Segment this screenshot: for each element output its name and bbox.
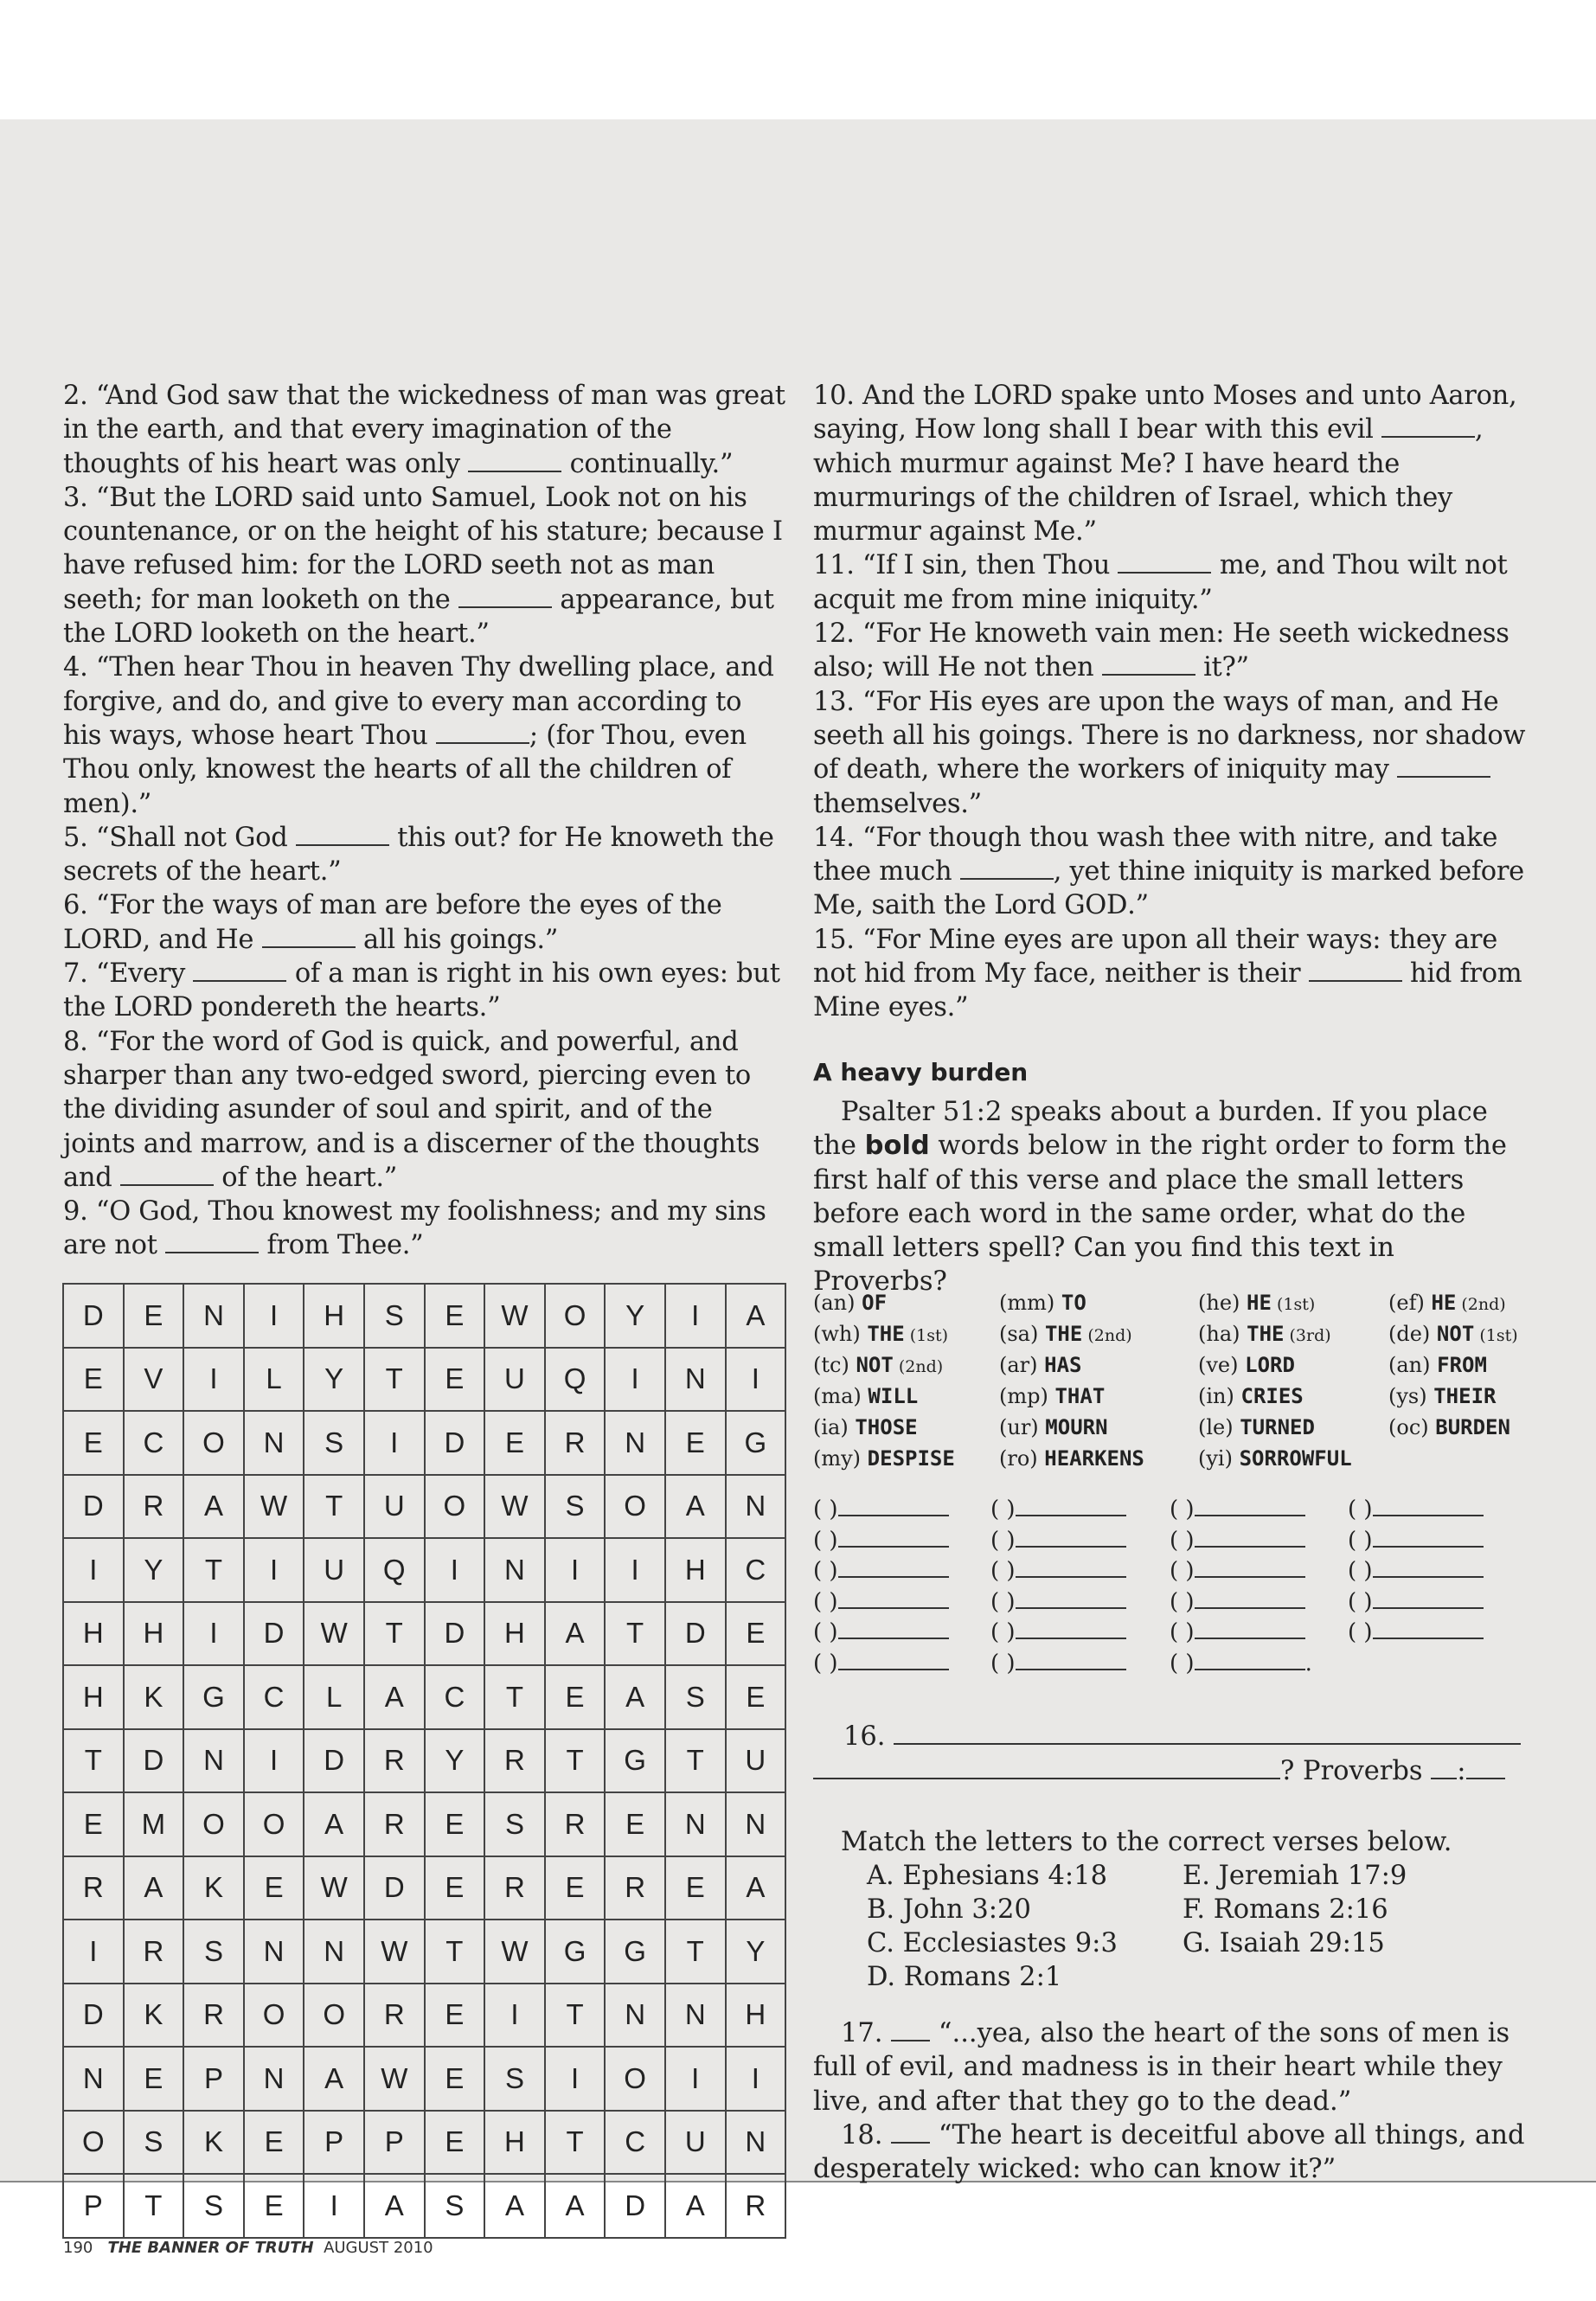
answer-blank[interactable] — [193, 958, 286, 982]
answer-blank[interactable] — [1102, 651, 1195, 676]
answer-slot[interactable]: ( ) — [990, 1556, 1126, 1587]
grid-cell[interactable]: S — [304, 1411, 364, 1475]
grid-cell[interactable]: O — [605, 1475, 665, 1539]
grid-cell[interactable]: D — [425, 1602, 485, 1666]
grid-cell[interactable]: S — [124, 2111, 184, 2175]
grid-cell[interactable]: R — [726, 2174, 786, 2238]
grid-cell[interactable]: T — [484, 1665, 545, 1729]
answer-slot[interactable]: ( ) — [1170, 1587, 1305, 1618]
grid-cell[interactable]: O — [244, 1792, 304, 1856]
grid-cell[interactable]: E — [425, 2111, 485, 2175]
grid-cell[interactable]: S — [183, 2174, 244, 2238]
grid-cell[interactable]: T — [124, 2174, 184, 2238]
grid-cell[interactable]: I — [304, 2174, 364, 2238]
word-entry: (ef) HE (2nd) — [1388, 1291, 1506, 1315]
grid-cell[interactable]: T — [63, 1729, 124, 1793]
word-entry: (ma) WILL — [813, 1384, 919, 1408]
grid-cell[interactable]: A — [545, 1602, 606, 1666]
answer-slot[interactable]: ( ) — [813, 1556, 949, 1587]
grid-cell[interactable]: H — [63, 1665, 124, 1729]
grid-cell[interactable]: Q — [364, 1538, 425, 1602]
grid-row — [63, 1602, 785, 1666]
grid-cell[interactable]: S — [545, 1475, 606, 1539]
grid-cell[interactable]: W — [364, 1920, 425, 1984]
grid-cell[interactable]: I — [244, 1729, 304, 1793]
grid-row — [63, 2047, 785, 2111]
burden-intro: Psalter 51:2 speaks about a burden. If you place the bold words below in the right order to form the first half of this verse and place the small letters before each word in the same order, what do the small letters spell? Can you find this text in Proverbs? — [813, 1097, 1507, 1298]
verse-5: 5. “Shall not God this out? for He knoweth the secrets of the heart.” — [63, 822, 774, 888]
answer-blank[interactable] — [165, 1229, 259, 1253]
grid-cell[interactable]: P — [183, 2047, 244, 2111]
grid-cell[interactable]: T — [605, 1602, 665, 1666]
answer-blank[interactable] — [1309, 958, 1402, 982]
grid-cell[interactable]: I — [605, 1348, 665, 1412]
grid-cell[interactable]: R — [545, 1411, 606, 1475]
word-entry: (yi) SORROWFUL — [1198, 1446, 1352, 1471]
grid-cell[interactable]: N — [63, 2047, 124, 2111]
grid-cell[interactable]: R — [545, 1792, 606, 1856]
answer-slot[interactable]: ( ) — [990, 1526, 1126, 1557]
question-18: 18. “The heart is deceitful above all things, and desperately wicked: who can know it?” — [813, 2119, 1525, 2185]
answer-slot[interactable]: ( ) — [990, 1649, 1126, 1680]
answer-slot[interactable]: ( ) — [1348, 1495, 1484, 1526]
grid-cell[interactable]: N — [726, 2111, 786, 2175]
question-17: 17. “...yea, also the heart of the sons of men is full of evil, and madness is in their heart while they live, and after that they go to the dead.” — [813, 2018, 1510, 2117]
answer-slot[interactable]: ( ) — [990, 1495, 1126, 1526]
grid-cell[interactable]: T — [364, 1602, 425, 1666]
grid-cell[interactable]: I — [183, 1348, 244, 1412]
grid-cell[interactable]: Y — [304, 1348, 364, 1412]
answer-slot[interactable]: ( ) . — [1170, 1650, 1312, 1676]
grid-cell[interactable]: C — [425, 1665, 485, 1729]
grid-cell[interactable]: N — [244, 1411, 304, 1475]
grid-cell[interactable]: H — [484, 2111, 545, 2175]
answer-slot[interactable]: ( ) — [1348, 1556, 1484, 1587]
grid-cell[interactable]: N — [183, 1284, 244, 1348]
verses-left-column — [63, 379, 786, 1263]
grid-cell[interactable]: G — [605, 1920, 665, 1984]
grid-cell[interactable]: N — [726, 1475, 786, 1539]
grid-cell[interactable]: R — [124, 1920, 184, 1984]
grid-cell[interactable]: A — [665, 2174, 726, 2238]
verse-15: 15. “For Mine eyes are upon all their ways: they are not hid from My face, neither is their hid from Mine eyes.” — [813, 924, 1522, 1023]
word-entry: (oc) BURDEN — [1388, 1415, 1510, 1439]
grid-cell[interactable]: I — [726, 2047, 786, 2111]
answer-blank[interactable] — [1118, 549, 1211, 574]
answer-slot[interactable]: ( ) — [813, 1587, 949, 1618]
grid-cell[interactable]: C — [124, 1411, 184, 1475]
grid-cell[interactable]: T — [304, 1475, 364, 1539]
section-heading: A heavy burden — [813, 1058, 1029, 1086]
grid-cell[interactable]: I — [364, 1411, 425, 1475]
answer-blank[interactable] — [1397, 753, 1490, 778]
answer-slot[interactable]: ( ) — [1348, 1526, 1484, 1557]
grid-cell[interactable]: T — [665, 1729, 726, 1793]
grid-cell[interactable]: N — [244, 2047, 304, 2111]
grid-row — [63, 1665, 785, 1729]
grid-cell[interactable]: R — [484, 1856, 545, 1920]
option-g: G. Isaiah 29:15 — [1183, 1928, 1385, 1958]
grid-cell[interactable]: Y — [726, 1920, 786, 1984]
word-entry: (le) TURNED — [1198, 1415, 1315, 1439]
grid-row — [63, 2111, 785, 2175]
grid-row — [63, 1920, 785, 1984]
grid-row — [63, 1984, 785, 2048]
grid-cell[interactable]: G — [183, 1665, 244, 1729]
verses-right-column — [813, 379, 1535, 1025]
grid-cell[interactable]: D — [304, 1729, 364, 1793]
grid-cell[interactable]: U — [726, 1729, 786, 1793]
grid-cell[interactable]: P — [63, 2174, 124, 2238]
page-number: 190 — [63, 2239, 93, 2257]
grid-cell[interactable]: R — [364, 1984, 425, 2048]
answer-blank[interactable] — [468, 448, 561, 472]
grid-cell[interactable]: V — [124, 1348, 184, 1412]
grid-cell[interactable]: H — [124, 1602, 184, 1666]
grid-cell[interactable]: R — [605, 1856, 665, 1920]
word-entry: (in) CRIES — [1198, 1384, 1304, 1408]
answer-slot[interactable]: ( ) — [813, 1649, 949, 1680]
grid-cell[interactable]: I — [665, 1284, 726, 1348]
grid-cell[interactable]: E — [726, 1602, 786, 1666]
answer-slot[interactable]: ( ) — [813, 1618, 949, 1649]
grid-cell[interactable]: E — [425, 2047, 485, 2111]
grid-cell[interactable]: O — [63, 2111, 124, 2175]
grid-cell[interactable]: E — [244, 2111, 304, 2175]
answer-slot[interactable]: ( ) — [813, 1526, 949, 1557]
answer-slot[interactable]: ( ) — [1170, 1526, 1305, 1557]
grid-cell[interactable]: K — [124, 1984, 184, 2048]
grid-cell[interactable]: A — [665, 1475, 726, 1539]
grid-cell[interactable]: E — [545, 1665, 606, 1729]
grid-cell[interactable]: W — [304, 1602, 364, 1666]
grid-cell[interactable]: E — [425, 1348, 485, 1412]
grid-cell[interactable]: S — [665, 1665, 726, 1729]
question-16: 16. ? Proverbs : — [843, 1720, 1521, 1789]
magazine-title: THE BANNER OF TRUTH — [107, 2239, 314, 2257]
letter-blank[interactable] — [891, 2121, 930, 2144]
grid-cell[interactable]: Y — [425, 1729, 485, 1793]
grid-cell[interactable]: L — [304, 1665, 364, 1729]
word-entry: (ro) HEARKENS — [999, 1446, 1144, 1471]
word-entry: (wh) THE (1st) — [813, 1322, 949, 1346]
issue-date: AUGUST 2010 — [324, 2239, 433, 2257]
magazine-page — [0, 119, 1596, 2257]
grid-cell[interactable]: O — [183, 1411, 244, 1475]
grid-cell[interactable]: C — [605, 2111, 665, 2175]
option-f: F. Romans 2:16 — [1183, 1894, 1388, 1925]
word-entry: (tc) NOT (2nd) — [813, 1353, 944, 1377]
grid-cell[interactable]: M — [124, 1792, 184, 1856]
grid-cell[interactable]: A — [364, 2174, 425, 2238]
grid-cell[interactable]: A — [124, 1856, 184, 1920]
answer-slot[interactable]: ( ) — [1170, 1495, 1305, 1526]
grid-cell[interactable]: E — [425, 1792, 485, 1856]
grid-cell[interactable]: D — [425, 1411, 485, 1475]
verse-13: 13. “For His eyes are upon the ways of man, and He seeth all his goings. There is no darkness, nor shadow of death, where the workers of iniquity may themselves.” — [813, 686, 1526, 819]
grid-cell[interactable]: W — [364, 2047, 425, 2111]
grid-row — [63, 1475, 785, 1539]
grid-cell[interactable]: I — [244, 1284, 304, 1348]
option-b: B. John 3:20 — [867, 1894, 1031, 1925]
grid-cell[interactable]: S — [183, 1920, 244, 1984]
option-d: D. Romans 2:1 — [867, 1962, 1062, 1992]
grid-cell[interactable]: D — [244, 1602, 304, 1666]
grid-cell[interactable]: O — [183, 1792, 244, 1856]
grid-cell[interactable]: T — [183, 1538, 244, 1602]
word-entry: (sa) THE (2nd) — [999, 1322, 1132, 1346]
grid-cell[interactable]: R — [124, 1475, 184, 1539]
grid-cell[interactable]: E — [425, 1984, 485, 2048]
grid-row — [63, 1729, 785, 1793]
grid-cell[interactable]: L — [244, 1348, 304, 1412]
grid-row — [63, 1348, 785, 1412]
matching-title: Match the letters to the correct verses below. — [841, 1827, 1452, 1857]
page-footer — [63, 2239, 433, 2257]
grid-cell[interactable]: Y — [605, 1284, 665, 1348]
grid-cell[interactable]: I — [484, 1984, 545, 2048]
grid-cell[interactable]: R — [183, 1984, 244, 2048]
word-entry: (ys) THEIR — [1388, 1384, 1497, 1408]
grid-cell[interactable]: E — [63, 1411, 124, 1475]
matching-section — [841, 1825, 1452, 1992]
grid-cell[interactable]: T — [665, 1920, 726, 1984]
answer-slot[interactable]: ( ) — [1170, 1556, 1305, 1587]
word-entry: (mp) THAT — [999, 1384, 1106, 1408]
grid-cell[interactable]: G — [605, 1729, 665, 1793]
grid-cell[interactable]: G — [545, 1920, 606, 1984]
grid-cell[interactable]: I — [726, 1348, 786, 1412]
grid-cell[interactable]: E — [124, 1284, 184, 1348]
grid-cell[interactable]: D — [63, 1984, 124, 2048]
grid-row — [63, 1538, 785, 1602]
grid-cell[interactable]: E — [244, 1856, 304, 1920]
grid-cell[interactable]: W — [244, 1475, 304, 1539]
grid-cell[interactable]: S — [484, 1792, 545, 1856]
grid-cell[interactable]: I — [63, 1920, 124, 1984]
verse-3: 3. “But the LORD said unto Samuel, Look not on his countenance, or on the height of his stature; because I have refused him: for the LORD seeth not as man seeth; for man looketh on the appearance, but the LORD looketh on the heart.” — [63, 482, 783, 650]
grid-row — [63, 1411, 785, 1475]
grid-cell[interactable]: D — [124, 1729, 184, 1793]
grid-cell[interactable]: R — [364, 1729, 425, 1793]
grid-cell[interactable]: N — [304, 1920, 364, 1984]
word-search-grid — [62, 1283, 786, 2239]
answer-blank[interactable] — [120, 1162, 214, 1186]
questions-17-18 — [813, 2016, 1535, 2186]
grid-cell[interactable]: E — [484, 1411, 545, 1475]
grid-cell[interactable]: H — [726, 1984, 786, 2048]
grid-row — [63, 1856, 785, 1920]
grid-cell[interactable]: Y — [124, 1538, 184, 1602]
grid-cell[interactable]: P — [364, 2111, 425, 2175]
grid-cell[interactable]: S — [425, 2174, 485, 2238]
grid-cell[interactable]: N — [605, 1411, 665, 1475]
grid-cell[interactable]: E — [63, 1792, 124, 1856]
grid-cell[interactable]: S — [484, 2047, 545, 2111]
answer-slot[interactable]: ( ) — [990, 1587, 1126, 1618]
grid-cell[interactable]: N — [605, 1984, 665, 2048]
grid-cell[interactable]: N — [665, 1348, 726, 1412]
answer-slot[interactable]: ( ) — [990, 1618, 1126, 1649]
answer-slot[interactable]: ( ) — [1170, 1618, 1305, 1649]
verse-blank[interactable] — [1466, 1757, 1505, 1779]
grid-cell[interactable]: E — [63, 1348, 124, 1412]
grid-cell[interactable]: D — [63, 1475, 124, 1539]
grid-cell[interactable]: K — [183, 1856, 244, 1920]
grid-cell[interactable]: T — [545, 1729, 606, 1793]
grid-cell[interactable]: E — [665, 1411, 726, 1475]
grid-cell[interactable]: K — [183, 2111, 244, 2175]
word-entry: (an) FROM — [1388, 1353, 1487, 1377]
grid-cell[interactable]: R — [364, 1792, 425, 1856]
answer-slot[interactable]: ( ) — [1348, 1618, 1484, 1649]
grid-cell[interactable]: R — [484, 1729, 545, 1793]
grid-cell[interactable]: K — [124, 1665, 184, 1729]
grid-cell[interactable]: S — [364, 1284, 425, 1348]
grid-cell[interactable]: C — [244, 1665, 304, 1729]
grid-cell[interactable]: T — [545, 1984, 606, 2048]
answer-line[interactable] — [894, 1722, 1521, 1745]
verse-11: 11. “If I sin, then Thou me, and Thou wilt not acquit me from mine iniquity.” — [813, 550, 1508, 615]
option-e: E. Jeremiah 17:9 — [1183, 1861, 1407, 1891]
grid-cell[interactable]: T — [425, 1920, 485, 1984]
grid-cell[interactable]: A — [545, 2174, 606, 2238]
verse-9: 9. “O God, Thou knowest my foolishness; and my sins are not from Thee.” — [63, 1196, 766, 1261]
grid-cell[interactable]: I — [605, 1538, 665, 1602]
grid-cell[interactable]: N — [183, 1729, 244, 1793]
grid-cell[interactable]: T — [364, 1348, 425, 1412]
grid-cell[interactable]: A — [364, 1665, 425, 1729]
grid-cell[interactable]: I — [63, 1538, 124, 1602]
grid-cell[interactable]: E — [726, 1665, 786, 1729]
grid-cell[interactable]: D — [665, 1602, 726, 1666]
grid-cell[interactable]: O — [244, 1984, 304, 2048]
grid-cell[interactable]: H — [484, 1602, 545, 1666]
answer-blank[interactable] — [960, 856, 1054, 880]
grid-cell[interactable]: H — [304, 1284, 364, 1348]
verse-10: 10. And the LORD spake unto Moses and unto Aaron, saying, How long shall I bear with this evil , which murmur against Me? I have heard the murmurings of the children of Israel, which they murmur against Me.” — [813, 381, 1517, 548]
grid-cell[interactable]: N — [665, 1984, 726, 2048]
grid-cell[interactable]: D — [63, 1284, 124, 1348]
letter-blank[interactable] — [891, 2019, 930, 2041]
grid-cell[interactable]: D — [605, 2174, 665, 2238]
verse-4: 4. “Then hear Thou in heaven Thy dwelling place, and forgive, and do, and give to every man according to his ways, whose heart Thou ; (for Thou, even Thou only, knowest the hearts of all the children of men).” — [63, 652, 774, 819]
word-entry: (an) OF — [813, 1291, 888, 1315]
grid-cell[interactable]: O — [545, 1284, 606, 1348]
answer-line[interactable] — [813, 1757, 1280, 1779]
grid-cell[interactable]: W — [304, 1856, 364, 1920]
grid-cell[interactable]: A — [304, 2047, 364, 2111]
option-c: C. Ecclesiastes 9:3 — [867, 1928, 1118, 1958]
word-entry: (ve) LORD — [1198, 1353, 1295, 1377]
grid-cell[interactable]: N — [484, 1538, 545, 1602]
grid-cell[interactable]: A — [484, 2174, 545, 2238]
verse-8: 8. “For the word of God is quick, and powerful, and sharper than any two-edged sword, piercing even to the dividing asunder of soul and spirit, and of the joints and marrow, and is a discerner of the thoughts and of the heart.” — [63, 1026, 760, 1193]
grid-cell[interactable]: U — [304, 1538, 364, 1602]
grid-cell[interactable]: G — [726, 1411, 786, 1475]
grid-cell[interactable]: A — [304, 1792, 364, 1856]
word-entry: (ha) THE (3rd) — [1198, 1322, 1331, 1346]
answer-blank[interactable] — [262, 924, 356, 948]
grid-cell[interactable]: A — [726, 1284, 786, 1348]
verse-12: 12. “For He knoweth vain men: He seeth wickedness also; will He not then it?” — [813, 619, 1509, 683]
grid-cell[interactable]: U — [364, 1475, 425, 1539]
grid-cell[interactable]: W — [484, 1475, 545, 1539]
grid-cell[interactable]: O — [304, 1984, 364, 2048]
option-a: A. Ephesians 4:18 — [867, 1861, 1107, 1891]
answer-blank[interactable] — [436, 720, 529, 744]
grid-cell[interactable]: I — [244, 1538, 304, 1602]
answer-slot[interactable]: ( ) — [813, 1495, 949, 1526]
word-entry: (he) HE (1st) — [1198, 1291, 1316, 1315]
grid-cell[interactable]: I — [545, 2047, 606, 2111]
grid-cell[interactable]: C — [726, 1538, 786, 1602]
verse-14: 14. “For though thou wash thee with nitre, and take thee much , yet thine iniquity is marked before Me, saith the Lord GOD.” — [813, 822, 1524, 921]
grid-cell[interactable]: Q — [545, 1348, 606, 1412]
answer-blank[interactable] — [296, 822, 389, 846]
grid-cell[interactable]: I — [665, 2047, 726, 2111]
grid-cell[interactable]: P — [304, 2111, 364, 2175]
grid-cell[interactable]: I — [183, 1602, 244, 1666]
word-entry: (mm) TO — [999, 1291, 1086, 1315]
chapter-blank[interactable] — [1431, 1757, 1457, 1779]
grid-cell[interactable]: E — [545, 1856, 606, 1920]
grid-cell[interactable]: O — [425, 1475, 485, 1539]
verse-2: 2. “And God saw that the wickedness of man was great in the earth, and that every imagination of the thoughts of his heart was only continually.” — [63, 381, 785, 479]
word-entry: (ia) THOSE — [813, 1415, 918, 1439]
grid-cell[interactable]: N — [665, 1792, 726, 1856]
grid-cell[interactable]: E — [425, 1856, 485, 1920]
grid-cell[interactable]: H — [63, 1602, 124, 1666]
grid-cell[interactable]: I — [425, 1538, 485, 1602]
grid-cell[interactable]: N — [244, 1920, 304, 1984]
grid-cell[interactable]: I — [545, 1538, 606, 1602]
grid-cell[interactable]: E — [425, 1284, 485, 1348]
verse-7: 7. “Every of a man is right in his own eyes: but the LORD pondereth the hearts.” — [63, 958, 780, 1023]
grid-cell[interactable]: R — [63, 1856, 124, 1920]
verse-6: 6. “For the ways of man are before the eyes of the LORD, and He all his goings.” — [63, 890, 722, 955]
grid-cell[interactable]: E — [605, 1792, 665, 1856]
word-entry: (ar) HAS — [999, 1353, 1082, 1377]
grid-cell[interactable]: O — [605, 2047, 665, 2111]
word-entry: (my) DESPISE — [813, 1446, 955, 1471]
grid-row — [63, 1792, 785, 1856]
grid-cell[interactable]: N — [726, 1792, 786, 1856]
grid-cell[interactable]: U — [665, 2111, 726, 2175]
grid-cell[interactable]: A — [183, 1475, 244, 1539]
grid-cell[interactable]: E — [665, 1856, 726, 1920]
answer-slot[interactable]: ( ) — [1348, 1587, 1484, 1618]
grid-cell[interactable]: E — [244, 2174, 304, 2238]
answer-blank[interactable] — [458, 584, 552, 608]
grid-cell[interactable]: W — [484, 1284, 545, 1348]
grid-cell[interactable]: A — [605, 1665, 665, 1729]
grid-row — [63, 1284, 785, 1348]
grid-cell[interactable]: A — [726, 1856, 786, 1920]
word-entry: (ur) MOURN — [999, 1415, 1108, 1439]
grid-cell[interactable]: W — [484, 1920, 545, 1984]
grid-row — [63, 2174, 785, 2238]
grid-cell[interactable]: E — [124, 2047, 184, 2111]
grid-cell[interactable]: U — [484, 1348, 545, 1412]
grid-cell[interactable]: D — [364, 1856, 425, 1920]
answer-blank[interactable] — [1381, 413, 1475, 438]
grid-cell[interactable]: T — [545, 2111, 606, 2175]
word-entry: (de) NOT (1st) — [1388, 1322, 1518, 1346]
grid-cell[interactable]: H — [665, 1538, 726, 1602]
